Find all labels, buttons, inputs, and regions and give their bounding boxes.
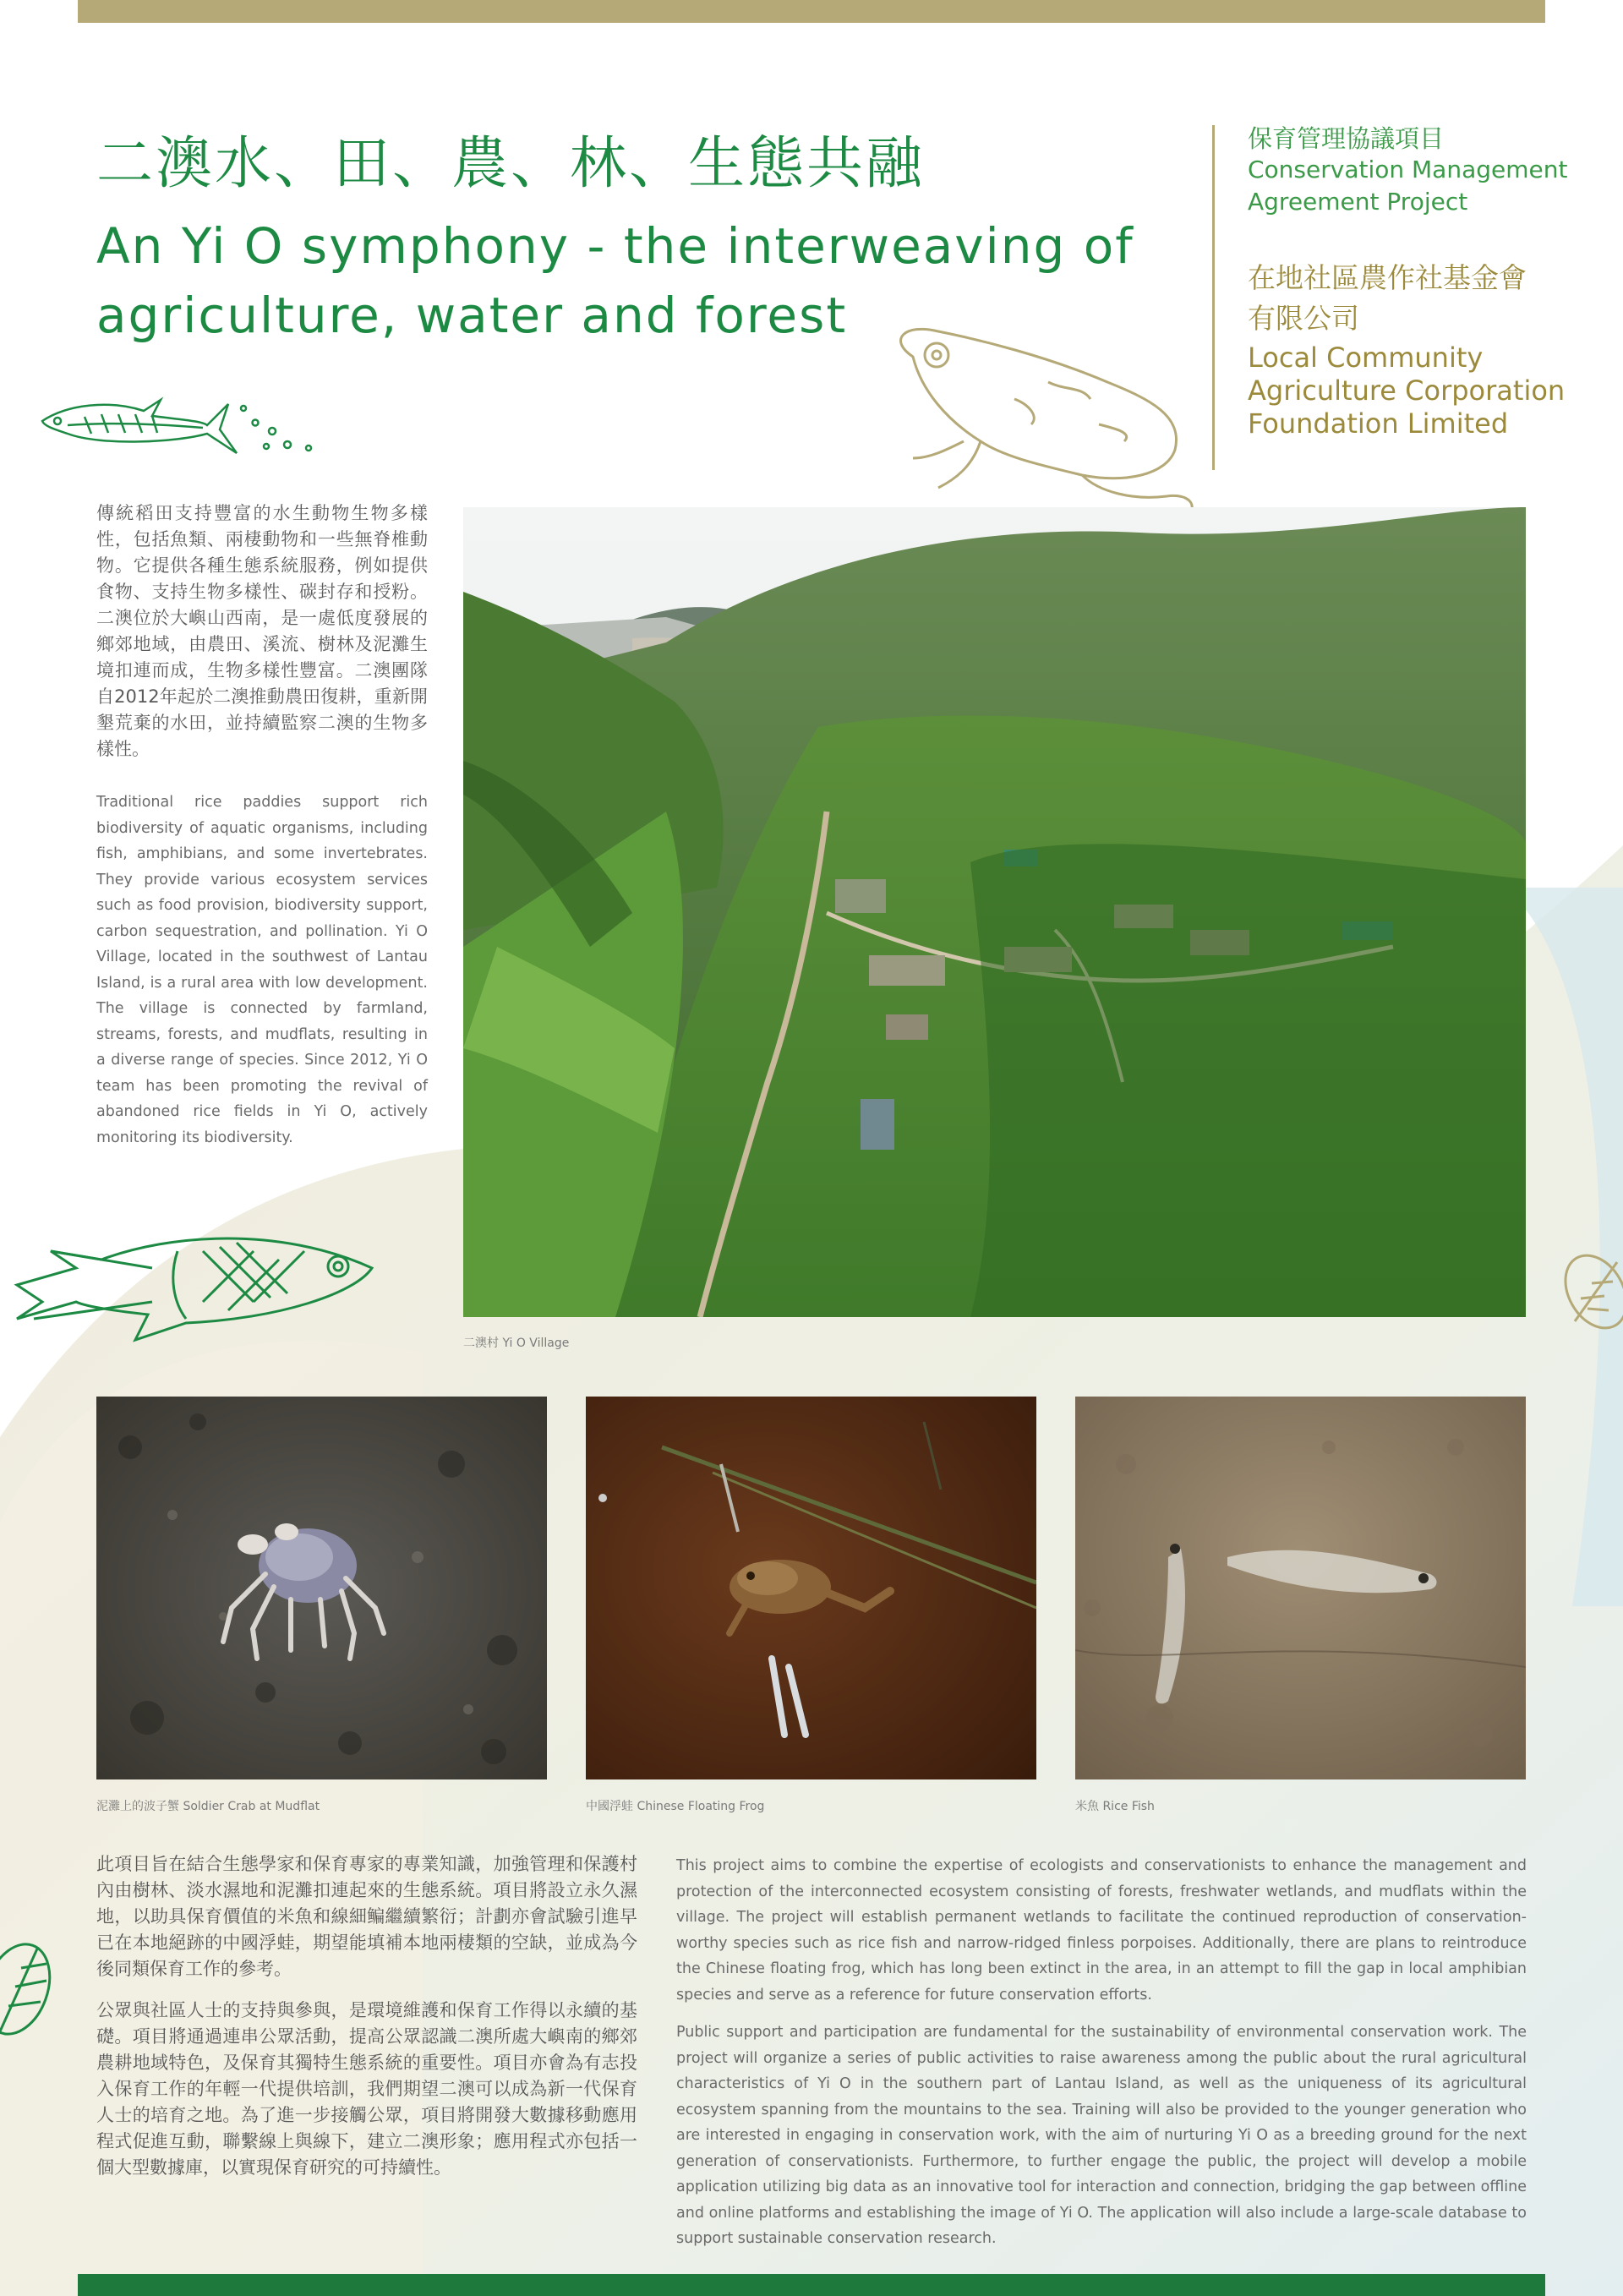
title-english-line2: agriculture, water and forest	[96, 287, 848, 344]
organization-en	[1248, 342, 1565, 440]
crab-photo-caption: 泥灘上的波子蟹 Soldier Crab at Mudflat	[96, 1800, 320, 1813]
leaf-decoration-left	[0, 1934, 59, 2044]
intro-text-en: Traditional rice paddies support rich biodiversity of aquatic organisms, including fish, amphibians, and some invertebrates. They provide various ecosystem services such as food provision, biodiversity support, carbon sequestration, and pollination. Yi O Village, located in the southwest of Lantau Island, is a rural area with low development. The village is connected by farmland, streams, forests, and mudflats, resulting in a diverse range of species. Since 2012, Yi O team has been promoting the revival of abandoned rice fields in Yi O, actively monitoring its biodiversity.	[96, 794, 428, 1146]
project-type-zh: 保育管理協議項目	[1248, 124, 1445, 153]
project-description-en	[676, 1853, 1527, 2264]
project-type-en	[1248, 154, 1567, 218]
frog-photo-caption: 中國浮蛙 Chinese Floating Frog	[586, 1800, 765, 1813]
project-paragraph-en-2: Public support and participation are fundamental for the sustainability of environmental conservation work. The project will organize a series of public activities to raise awareness among the public about the rural agricultural characteristics of Yi O in the southern part of Lantau Island, as well as the uniqueness of its agricultural ecosystem spanning from the mountains to the sea. Training will also be provided to the younger generation who are interested in engaging in conservation work, with the aim of nurturing Yi O as a breeding ground for the next generation of conservationists. Furthermore, to further engage the public, the project will develop a mobile application utilizing big data as an innovative tool for interaction and connection, bridging the gap between offline and online platforms and establishing the image of Yi O. The application will also include a large-scale database to support sustainable conservation research.	[676, 2024, 1527, 2247]
yi-o-village-photo	[463, 507, 1526, 1317]
small-fish-illustration	[34, 379, 321, 463]
ricefish-photo-caption: 米魚 Rice Fish	[1075, 1800, 1155, 1813]
sidebar-divider	[1212, 125, 1215, 470]
project-type-en-line2: Agreement Project	[1248, 188, 1468, 216]
leaf-decoration-right	[1554, 1249, 1623, 1334]
title-chinese: 二澳水、田、農、林、生態共融	[96, 130, 925, 196]
project-type-en-line1: Conservation Management	[1248, 156, 1568, 183]
organization-en-line2: Agriculture Corporation	[1248, 374, 1566, 407]
large-fish-illustration	[0, 1217, 389, 1344]
organization-en-line3: Foundation Limited	[1248, 407, 1509, 440]
chinese-floating-frog-photo	[586, 1397, 1036, 1779]
frog-illustration	[879, 323, 1200, 526]
organization-zh-line1: 在地社區農作社基金會	[1248, 261, 1527, 294]
main-photo-caption: 二澳村 Yi O Village	[463, 1337, 570, 1350]
organization-zh	[1248, 258, 1527, 339]
organization-en-line1: Local Community	[1248, 342, 1484, 374]
bottom-color-bar	[78, 2274, 1545, 2296]
title-english-line1: An Yi O symphony - the interweaving of	[96, 217, 1134, 275]
soldier-crab-photo	[96, 1397, 547, 1779]
project-description-zh	[96, 1851, 637, 2196]
top-color-bar	[78, 0, 1545, 23]
project-paragraph-en-1: This project aims to combine the expertise of ecologists and conservationists to enhance the management and protection of the interconnected ecosystem consisting of forests, freshwater wetlands, and mudflats within the village. The project will establish permanent wetlands to facilitate the continued reproduction of conservation-worthy species such as rice fish and narrow-ridged finless porpoises. Additionally, there are plans to reintroduce the Chinese floating frog, which has long been extinct in the area, in an attempt to fill the gap in local amphibian species and serve as a reference for future conservation efforts.	[676, 1857, 1527, 2004]
project-paragraph-zh-2: 公眾與社區人士的支持與參與，是環境維護和保育工作得以永續的基礎。項目將通過連串公眾活動，提高公眾認識二澳所處大嶼南的鄉郊農耕地域特色，及保育其獨特生態系統的重要性。項目亦會為有志投入保育工作的年輕一代提供培訓，我們期望二澳可以成為新一代保育人士的培育之地。為了進一步接觸公眾，項目將開發大數據移動應用程式促進互動，聯繫線上與線下，建立二澳形象；應用程式亦包括一個大型數據庫，以實現保育研究的可持續性。	[96, 2000, 637, 2178]
project-paragraph-zh-1: 此項目旨在結合生態學家和保育專家的專業知識，加強管理和保護村內由樹林、淡水濕地和泥灘扣連起來的生態系統。項目將設立永久濕地，以助具保育價值的米魚和線細鳊繼續繁衍；計劃亦會試驗引進早已在本地絕跡的中國浮蛙，期望能填補本地兩棲類的空缺，並成為今後同類保育工作的參考。	[96, 1854, 637, 1979]
rice-fish-photo	[1075, 1397, 1526, 1779]
organization-zh-line2: 有限公司	[1248, 302, 1359, 335]
intro-text-zh: 傳統稻田支持豐富的水生動物生物多樣性，包括魚類、兩棲動物和一些無脊椎動物。它提供各種生態系統服務，例如提供食物、支持生物多樣性、碳封存和授粉。二澳位於大嶼山西南，是一處低度發展的鄉郊地域，由農田、溪流、樹林及泥灘生境扣連而成，生物多樣性豐富。二澳團隊自2012年起於二澳推動農田復耕，重新開墾荒棄的水田，並持續監察二澳的生物多樣性。	[96, 503, 428, 759]
